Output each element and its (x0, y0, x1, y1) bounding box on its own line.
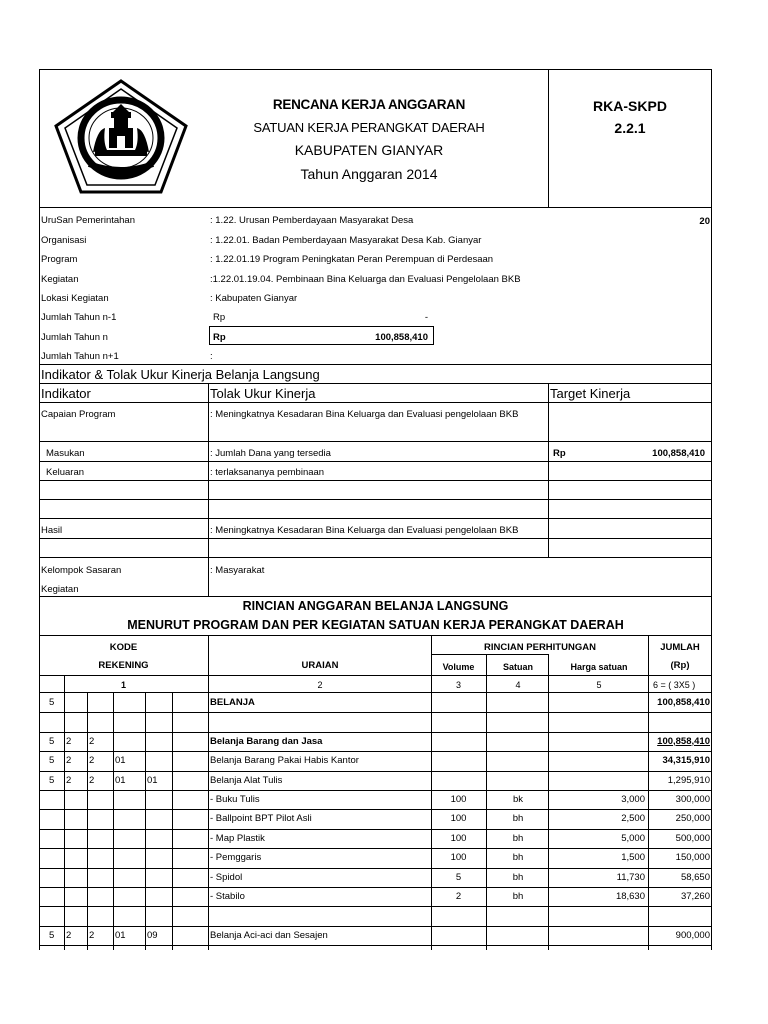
sasaran-label-1: Kelompok Sasaran (41, 565, 122, 576)
info-label-kegiatan: Kegiatan (41, 274, 79, 285)
info-label-tahun-n: Jumlah Tahun n (41, 332, 108, 343)
cell-k4: 01 (115, 929, 126, 941)
info-value-urusan: : 1.22. Urusan Pemberdayaan Masyarakat Desa (210, 215, 414, 226)
cell-uraian: - Ballpoint BPT Pilot Asli (210, 813, 312, 825)
cell-uraian: Belanja Barang dan Jasa (210, 735, 323, 747)
masukan-rp: Rp (553, 448, 566, 459)
cell-uraian: - Pemggaris (210, 852, 262, 864)
page-number: 20 (699, 216, 710, 227)
cell-jumlah: 300,000 (675, 794, 710, 805)
cell-jumlah: 250,000 (675, 813, 710, 825)
info-label-tahun-n1: Jumlah Tahun n-1 (41, 312, 117, 323)
table-row-rule (39, 771, 712, 772)
table-row-rule (39, 868, 712, 869)
cell-satuan: bh (512, 871, 524, 883)
col-div-uraian (208, 635, 209, 950)
cell-k2: 2 (66, 774, 72, 786)
col-div-k5 (172, 692, 173, 950)
cell-k2: 2 (66, 735, 72, 747)
sasaran-rule (39, 596, 712, 597)
gianyar-regency-emblem-icon (53, 78, 189, 196)
cell-uraian: Belanja Barang Pakai Habis Kantor (210, 755, 359, 767)
cell-satuan: bh (512, 852, 524, 864)
info-value-tahun-n: 100,858,410 (375, 332, 428, 343)
table-row-rule (39, 712, 712, 713)
blank-rule-2 (39, 518, 712, 519)
cell-k4: 01 (115, 755, 126, 767)
amount-box-bottom (209, 344, 434, 345)
cell-uraian: - Buku Tulis (210, 794, 260, 805)
hasil-label: Hasil (41, 525, 63, 536)
indikator-title-rule (39, 383, 712, 384)
frame-left (39, 69, 40, 950)
capaian-value: : Meningkatnya Kesadaran Bina Keluarga dan Evaluasi pengelolaan BKB (210, 409, 519, 420)
form-number: 2.2.1 (614, 120, 646, 136)
cell-k3: 2 (89, 774, 95, 786)
info-label-tahun-n2: Jumlah Tahun n+1 (41, 351, 119, 362)
cell-k3: 2 (89, 929, 95, 941)
cell-k4: 01 (115, 774, 126, 786)
cell-satuan: bh (512, 832, 524, 844)
info-rp-tahun-n: Rp (213, 332, 226, 343)
cell-harga: 3,000 (621, 794, 645, 805)
head-uraian: URAIAN (301, 660, 339, 671)
cell-k1: 5 (49, 929, 55, 941)
colnum-5: 5 (596, 680, 602, 690)
info-label-lokasi: Lokasi Kegiatan (41, 293, 109, 304)
cell-k1: 5 (49, 697, 55, 708)
indikator-top-rule (39, 364, 712, 365)
info-value-organisasi: : 1.22.01. Badan Pemberdayaan Masyarakat Desa Kab. Gianyar (210, 235, 482, 246)
cell-uraian: Belanja Alat Tulis (210, 774, 283, 786)
info-value-tahun-n2: : (210, 351, 213, 362)
table-row-rule (39, 945, 712, 946)
cell-uraian: BELANJA (210, 697, 255, 708)
indikator-col-divider-2 (548, 383, 549, 557)
cell-k5: 09 (147, 929, 158, 941)
cell-jumlah: 34,315,910 (662, 755, 710, 767)
table-row-rule (39, 751, 712, 752)
cell-volume: 100 (450, 832, 467, 844)
doc-title: RENCANA KERJA ANGGARAN (272, 97, 466, 112)
cell-harga: 2,500 (621, 813, 645, 825)
cell-jumlah: 58,650 (680, 871, 710, 883)
colnum-6: 6 = ( 3X5 ) (653, 680, 696, 690)
cell-harga: 18,630 (615, 891, 645, 902)
cell-jumlah: 900,000 (675, 929, 710, 941)
capaian-rule (39, 441, 712, 442)
hasil-blank-rule (39, 557, 712, 558)
table-row-rule (39, 906, 712, 907)
cell-k5: 01 (147, 774, 158, 786)
cell-jumlah: 100,858,410 (657, 697, 710, 708)
cell-k2: 2 (66, 929, 72, 941)
keluaran-label: Keluaran (46, 467, 85, 478)
col-target-kinerja: Target Kinerja (550, 386, 631, 401)
col-div-jumlah (648, 635, 649, 950)
doc-subtitle-tahun: Tahun Anggaran 2014 (300, 166, 438, 182)
cell-jumlah: 150,000 (675, 852, 710, 864)
head-kode: KODE (109, 642, 138, 653)
cell-volume: 2 (455, 891, 462, 902)
cell-jumlah: 1,295,910 (667, 774, 710, 786)
info-label-urusan: UruSan Pemerintahan (41, 215, 135, 226)
cell-uraian: - Spidol (210, 871, 243, 883)
head-rekening: REKENING (98, 660, 149, 671)
amount-box-right (433, 326, 434, 345)
doc-subtitle-satuan: SATUAN KERJA PERANGKAT DAERAH (253, 120, 485, 135)
cell-harga: 11,730 (616, 871, 645, 883)
form-code: RKA-SKPD (593, 98, 667, 114)
col-indikator: Indikator (41, 386, 91, 401)
colnum-2: 2 (317, 680, 323, 690)
table-row-rule (39, 887, 712, 888)
indikator-col-divider-1 (208, 383, 209, 596)
cell-uraian: - Map Plastik (210, 832, 265, 844)
masukan-value: : Jumlah Dana yang tersedia (210, 448, 331, 459)
head-volume: Volume (442, 662, 475, 672)
col-div-k2 (87, 692, 88, 950)
head-harga-satuan: Harga satuan (570, 662, 628, 672)
cell-uraian: - Stabilo (210, 891, 245, 902)
cell-harga: 1,500 (621, 852, 645, 864)
cell-uraian: Belanja Aci-aci dan Sesajen (210, 929, 328, 941)
masukan-rule (39, 461, 712, 462)
head-rincian-perhitungan: RINCIAN PERHITUNGAN (484, 642, 596, 653)
cell-volume: 100 (450, 794, 467, 805)
table-row-rule (39, 848, 712, 849)
head-rp: (Rp) (670, 660, 690, 671)
cell-k2: 2 (66, 755, 72, 767)
frame-top (39, 69, 712, 70)
info-value-kegiatan: :1.22.01.19.04. Pembinaan Bina Keluarga dan Evaluasi Pengelolaan BKB (210, 274, 521, 285)
head-jumlah: JUMLAH (660, 642, 700, 653)
indikator-head-rule (39, 402, 712, 403)
masukan-amount: 100,858,410 (652, 448, 705, 459)
cell-harga: 5,000 (621, 832, 645, 844)
colnum-1: 1 (120, 680, 126, 690)
table-row-rule (39, 926, 712, 927)
colnum-3: 3 (455, 680, 461, 690)
cell-satuan: bh (512, 891, 524, 902)
cell-satuan: bh (512, 813, 524, 825)
info-value-tahun-n1: - (424, 312, 428, 323)
cell-jumlah: 100,858,410 (657, 735, 710, 747)
table-row-rule (39, 790, 712, 791)
table-head-rule (39, 675, 712, 676)
keluaran-rule (39, 480, 712, 481)
rincian-title-2: MENURUT PROGRAM DAN PER KEGIATAN SATUAN KERJA PERANGKAT DAERAH (127, 618, 624, 632)
col-div-volume (431, 635, 432, 950)
sasaran-value: : Masyarakat (210, 565, 265, 576)
col-div-k3 (113, 692, 114, 950)
info-label-organisasi: Organisasi (41, 235, 87, 246)
head-satuan: Satuan (502, 662, 533, 672)
cell-volume: 100 (450, 852, 467, 864)
colnum-4: 4 (515, 680, 521, 690)
table-row-rule (39, 809, 712, 810)
rincian-sub-rule (431, 654, 549, 655)
rincian-title-rule (39, 635, 712, 636)
keluaran-value: : terlaksananya pembinaan (210, 467, 325, 478)
cell-jumlah: 37,260 (680, 891, 710, 902)
blank-rule-1 (39, 499, 712, 500)
frame-right (711, 69, 712, 950)
cell-k3: 2 (89, 755, 95, 767)
rka-document (39, 69, 712, 950)
col-div-k1 (64, 675, 65, 950)
masukan-label: Masukan (46, 448, 85, 459)
amount-box-top (209, 326, 434, 327)
cell-volume: 100 (450, 813, 467, 825)
info-rp-tahun-n1: Rp (213, 312, 226, 323)
header-divider (548, 69, 549, 207)
cell-volume: 5 (455, 871, 462, 883)
table-row-rule (39, 829, 712, 830)
cell-satuan: bk (512, 794, 524, 805)
cell-k3: 2 (89, 735, 95, 747)
hasil-value: : Meningkatnya Kesadaran Bina Keluarga dan Evaluasi pengelolaan BKB (210, 525, 519, 536)
indikator-section-title: Indikator & Tolak Ukur Kinerja Belanja Langsung (41, 367, 320, 382)
col-tolak-ukur: Tolak Ukur Kinerja (210, 386, 316, 401)
colnum-rule (39, 692, 712, 693)
cell-k1: 5 (49, 755, 55, 767)
header-bottom-rule (39, 207, 712, 208)
info-value-lokasi: : Kabupaten Gianyar (210, 293, 298, 304)
cell-k1: 5 (49, 774, 55, 786)
amount-box-left (209, 326, 210, 345)
cell-jumlah: 500,000 (675, 832, 710, 844)
info-value-program: : 1.22.01.19 Program Peningkatan Peran Perempuan di Perdesaan (210, 254, 494, 265)
doc-subtitle-kabupaten: KABUPATEN GIANYAR (294, 142, 444, 158)
table-row-rule (39, 732, 712, 733)
capaian-label: Capaian Program (41, 409, 116, 420)
cell-k1: 5 (49, 735, 55, 747)
sasaran-label-2: Kegiatan (41, 584, 79, 595)
hasil-rule (39, 538, 712, 539)
col-div-k4 (145, 692, 146, 950)
info-label-program: Program (41, 254, 78, 265)
rincian-title-1: RINCIAN ANGGARAN BELANJA LANGSUNG (242, 599, 509, 613)
